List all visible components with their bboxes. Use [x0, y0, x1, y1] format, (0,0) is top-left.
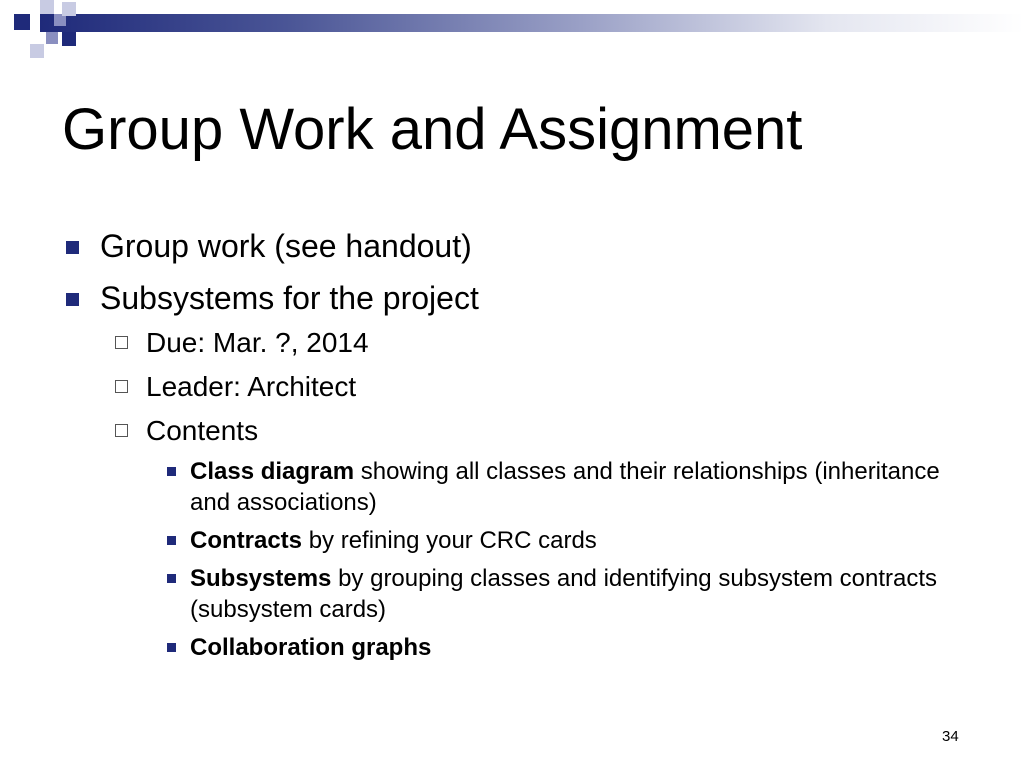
slide-content — [62, 224, 982, 670]
sub-bullet-text: Due: Mar. ?, 2014 — [146, 327, 369, 358]
decor-square-2 — [40, 0, 54, 14]
page-number: 34 — [942, 728, 959, 745]
sub-bullet-due — [62, 324, 982, 362]
sub-bullet-leader — [62, 368, 982, 406]
hollow-square-bullet-icon — [115, 336, 128, 349]
sub-bullet-contents — [62, 412, 982, 450]
sub-bullet-text: Contents — [146, 415, 259, 446]
sub-bullet-list — [62, 324, 982, 450]
decor-square-6 — [30, 44, 44, 58]
contents-list — [62, 456, 982, 663]
hollow-square-bullet-icon — [115, 380, 128, 393]
small-square-bullet-icon — [167, 643, 176, 652]
content-item-bold: Class diagram — [190, 458, 355, 485]
square-bullet-icon — [66, 293, 79, 306]
small-square-bullet-icon — [167, 574, 176, 583]
bullet-text: Group work (see handout) — [100, 228, 472, 264]
decor-square-1 — [14, 14, 30, 30]
small-square-bullet-icon — [167, 467, 176, 476]
decor-square-4 — [62, 2, 76, 16]
decor-square-7 — [62, 32, 76, 46]
slide-title: Group Work and Assignment — [62, 97, 803, 162]
content-item-bold: Collaboration graphs — [190, 634, 432, 661]
square-bullet-icon — [66, 241, 79, 254]
content-item-rest: showing all classes and their relationships (inheritance and associations) — [190, 458, 940, 516]
header-gradient-bar — [40, 14, 1024, 32]
content-item-collaboration-graphs — [62, 632, 950, 663]
content-item-bold: Contracts — [190, 527, 303, 554]
content-item-rest: by refining your CRC cards — [302, 527, 597, 554]
content-item-rest: by grouping classes and identifying subsystem contracts (subsystem cards) — [190, 565, 938, 623]
sub-bullet-text: Leader: Architect — [146, 371, 357, 402]
content-item-contracts — [62, 525, 950, 556]
bullet-subsystems — [62, 276, 982, 320]
small-square-bullet-icon — [167, 536, 176, 545]
bullet-group-work — [62, 224, 982, 268]
content-item-class-diagram — [62, 456, 950, 518]
decor-square-5 — [46, 32, 58, 44]
bullet-text: Subsystems for the project — [100, 280, 479, 316]
content-item-subsystems — [62, 563, 950, 625]
hollow-square-bullet-icon — [115, 424, 128, 437]
content-item-bold: Subsystems — [190, 565, 332, 592]
